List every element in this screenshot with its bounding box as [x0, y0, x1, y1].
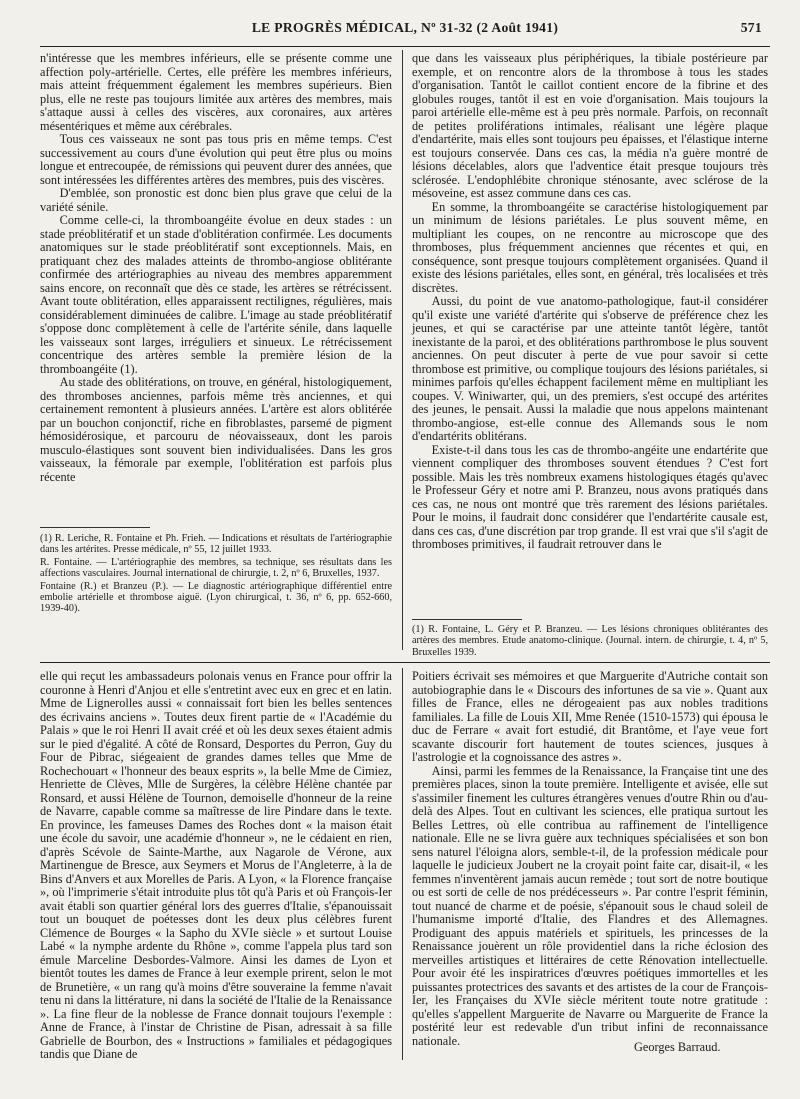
upper-left-column	[40, 52, 392, 520]
running-header	[40, 20, 770, 42]
upper-left-footnotes	[40, 533, 392, 655]
column-divider	[402, 668, 403, 1060]
page-number: 571	[740, 20, 762, 35]
section-divider	[40, 662, 770, 663]
column-divider	[402, 50, 403, 650]
paragraph: Ainsi, parmi les femmes de la Renaissance, la Française tint une des premières places, sinon la toute première. Intelligente et avisée, elle sut s'assimiler finement les cultures étrangères venues d'outre Rhin ou d'au-delà des Alpes. Tout en cultivant les sciences, elle pratiqua surtout les Belles Lettres, où elle contribua au raffinement de l'intelligence nationale. Elle ne se livra guère aux techniques spécialisées et son bon sens naturel l'éloigna alors, semble-t-il, de la profession médicale pour laquelle le judicieux Joubert ne la croyait point faite car, disait-il, « les femmes n'inventèrent jamais aucun remède ; tout sort de notre boutique ou est sorti de celle de nos prédécesseurs ». Par contre l'esprit féminin, tout nuancé de charme et de poésie, s'épanouit sous le chaud soleil de l'humanisme importé d'Italie, des Flandres et des Allemagnes. Prodiguant des appuis matériels et spirituels, les princesses de la Renaissance jouèrent un rôle providentiel dans la riche éclosion des merveilles artistiques et littéraires de cette Rénovation intellectuelle. Pour avoir été les inspiratrices d'œuvres poétiques immortelles et les puissantes protectrices des savants et des artistes de la cour de François-Ier, les Françaises du XVIe siècle méritent toute notre gratitude : qu'elles s'appellent Marguerite de Navarre ou Marguerite de France la postérité leur est redevable d'un tribut infini de reconnaissance nationale.	[412, 763, 768, 1048]
paragraph: Au stade des oblitérations, on trouve, en général, histologiquement, des thromboses anciennes, parfois même très anciennes, et qui certainement remontent à plusieurs années. L'artère est alors oblitérée par un bouchon conjonctif, riche en fibroblastes, parsemé de pigment hémosidérosique, et parcouru de néovaisseaux, dont les parois musculo-élastiques sont souvent bien individualisées. Dans les gros vaisseaux, la fémorale par exemple, l'oblitération est parfois plus récente	[40, 375, 392, 484]
footnote: (1) R. Fontaine, L. Géry et P. Branzeu. — Les lésions chroniques oblitérantes des artères des membres. Etude anatomo-clinique. (Journal. intern. de chirurgie, t. 4, nº 5, Bruxelles 1939.	[412, 624, 768, 658]
upper-right-column	[412, 52, 768, 612]
paragraph: Comme celle-ci, la thromboangéite évolue en deux stades : un stade préoblitératif et un stade d'oblitération confirmée. Les documents anatomiques sur le stade préoblitératif sont exceptionnels. Mais, en pratiquant chez des malades atteints de thrombo-angiose oblitérante confirmée des artériographies au niveau des membres apparemment sains encore, on reconnaît que dès ce stade, les artères se rétrécissent. Avant toute oblitération, elles apparaissent rectilignes, régulières, mais considérablement diminuées de calibre. L'image au stade préoblitératif s'oppose donc complètement à celle de l'artérite sénile, dans laquelle les vaisseaux sont larges, irréguliers et sinueux. Le rétrécissement concentrique des artères semble la première lésion de la thromboangéite (1).	[40, 213, 392, 376]
paragraph: Poitiers écrivait ses mémoires et que Marguerite d'Autriche contait son autobiographie dans le « Discours des infortunes de sa vie ». Quant aux filles de France, elles ne dérogeaient pas aux nobles traditions familiales. La fille de Louis XII, Mme Renée (1510-1573) qui épousa le duc de Ferrare « avait fort estudié, dit Brantôme, et l'aye veue fort scavante discourir fort hautement de toutes sciences, jusques à l'astrologie et la cognoissance des astres ».	[412, 669, 768, 764]
paragraph: n'intéresse que les membres inférieurs, elle se présente comme une affection poly-artérielle. Certes, elle préfère les membres inférieurs, mais atteint fréquemment également les membres supérieurs. Bien plus, elle ne reste pas toujours limitée aux artères des membres, mais s'attaque aussi à celles des viscères, aux coronaires, aux artères mésentériques et même aux cérébrales.	[40, 51, 392, 133]
paragraph: que dans les vaisseaux plus périphériques, la tibiale postérieure par exemple, et on rencontre alors de la thrombose à tous les stades d'organisation. Tantôt le caillot contient encore de la fibrine et des globules rouges, tantôt il est en voie d'organisation. Mais toujours la paroi artérielle elle-même est à peu près normale. Parfois, on reconnaît de petites proliférations intimales, réalisant une légère plaque d'endartérite, mais elles sont toujours peu épaisses, et l'élastique interne est toujours conservée. Dans ces cas, la média n'a guère montré de lésions décelables, alors que l'adventice était presque toujours très sclérosée. L'endophlébite chronique sténosante, avec sclérose de la mésoveine, est assez commune dans ces cas.	[412, 51, 768, 200]
paragraph: Existe-t-il dans tous les cas de thrombo-angéite une endartérite que viennent compliquer des thromboses souvent étendues ? C'est fort possible. Mais les très nombreux examens histologiques étagés qu'avec le Professeur Géry et notre ami P. Branzeu, nous avons pratiqués dans ces cas, ne nous ont montré que très rarement des lésions pariétales. Pour le moins, il faudrait donc considérer que l'endartérite causale est, dans ces cas, d'une discrétion par trop grande. Il est vrai que s'il s'agit de thromboses primitives, il faudrait retrouver dans le	[412, 442, 768, 551]
footnote-rule	[412, 619, 522, 620]
journal-title: LE PROGRÈS MÉDICAL, Nº 31-32 (2 Août 1941)	[251, 20, 559, 35]
paragraph: Aussi, du point de vue anatomo-pathologique, faut-il considérer qu'il existe une variété d'artérite qui s'observe de préférence chez les jeunes, et qui se caractérise par une atteinte tantôt légère, tantôt inexistante de la paroi, et des oblitérations parthrombose le plus souvent anciennes. On peut discuter à perte de vue pour savoir si cette thrombose est primitive, ou complique toujours des lésions pariétales, si minimes parfois qu'elles échappent facilement même en multipliant les coupes. V. Winiwarter, qui, un des premiers, s'est occupé des artérites des jeunes, le pensait. Aussi la maladie que nous appelons maintenant thrombo-angiose, est-elle connue des Allemands sous le nom d'endartérits oblitérans.	[412, 294, 768, 443]
lower-left-column	[40, 669, 392, 1061]
paragraph: elle qui reçut les ambassadeurs polonais venus en France pour offrir la couronne à Henri d'Anjou et elle s'entretint avec eux en grec et en latin. Mme de Lignerolles aussi « connaissait fort bien les belles sentences des écrivains anciens ». Toutes deux firent partie de « l'Académie du Palais » que le roi Henri II avait créé et où les deux sexes étaient admis sur le pied d'égalité. A côté de Ronsard, Desportes du Perron, Guy du Four de Pibrac, siégeaient de grandes dames telles que Mme de Rochechouart « l'honneur des beaux esprits », la belle Mme de Cimiez, Henriette de Clèves, Mlle de Surgères, la célèbre Hélène chantée par Ronsard, et aussi Hélène de Tournon, demoiselle d'honneur de la reine de Navarre, capable comme sa maîtresse de lire Pindare dans le texte. En province, les fameuses Dames des Roches dont « la maison était une école du savoir, une académie d'honneur », ne le cédaient en rien, d'après Scévole de Sainte-Marthe, aux Nagarole de Vérone, aux Martinengue de Bresce, aux Seymers et Morus de l'Angleterre, à la de Bins d'Anvers et aux Morelles de Paris. A Lyon, « la Florence française », où l'imprimerie s'était introduite plus tôt qu'à Paris et où François-Ier avait établi son quartier général lors des guerres d'Italie, s'épanouissait tout un bouquet de poétesses dont les deux plus célèbres furent Clémence de Bourges « la Sapho du XVIe siècle » et surtout Louise Labé « la nymphe ardente du Rhône », comme l'appela plus tard son émule Marceline Desbordes-Valmore. Ainsi les dames de Lyon et bientôt toutes les dames de France à leur exemple prirent, selon le mot de Brunetière, « un rang qu'à moins d'être souveraine la femme n'avait tenu ni dans la littérature, ni dans la société de l'Italie de la Renaissance ». La fine fleur de la noblesse de France donnait toujours l'exemple : Anne de France, à l'instar de Christine de Pisan, adressait à sa fille Gabrielle de Bourbon, des « Instructions » familiales et pédagogiques tandis que Diane de	[40, 669, 392, 1061]
header-rule	[40, 46, 770, 47]
paragraph: D'emblée, son pronostic est donc bien plus grave que celui de la variété sénile.	[40, 186, 392, 214]
footnote: Fontaine (R.) et Branzeu (P.). — Le diagnostic artériographique différentiel entre embolie artérielle et thrombose aiguë. (Lyon chirurgical, t. 36, nº 6, pp. 652-660, 1939-40).	[40, 580, 392, 615]
upper-right-footnotes	[412, 624, 768, 658]
paragraph: En somme, la thromboangéite se caractérise histologiquement par un minimum de lésions pariétales. Le plus souvent même, en multipliant les coupes, on ne rencontre au microscope que des thromboses, plus fréquemment anciennes que récentes et qui, en conséquence, sont presque toujours complètement organisées. Quand il existe des lésions pariétales, elles sont, en général, très localisées et très discrètes.	[412, 199, 768, 295]
footnote: R. Fontaine. — L'artériographie des membres, sa technique, ses résultats dans les affections vasculaires. Journal international de chirurgie, t. 2, nº 6, Bruxelles, 1937.	[40, 556, 392, 580]
footnote-rule	[40, 527, 150, 528]
paragraph: Tous ces vaisseaux ne sont pas tous pris en même temps. C'est successivement au cours d'une évolution qui peut être plus ou moins longue et entrecoupée, de rémissions qui peuvent durer des années, que sont intéressées les différentes artères des membres, puis des viscères.	[40, 132, 392, 187]
footnote: (1) R. Leriche, R. Fontaine et Ph. Frieh. — Indications et résultats de l'artériographie dans les artérites. Presse médicale, nº 55, 12 juillet 1933.	[40, 533, 392, 556]
author-signature: Georges Barraud.	[634, 1040, 721, 1054]
